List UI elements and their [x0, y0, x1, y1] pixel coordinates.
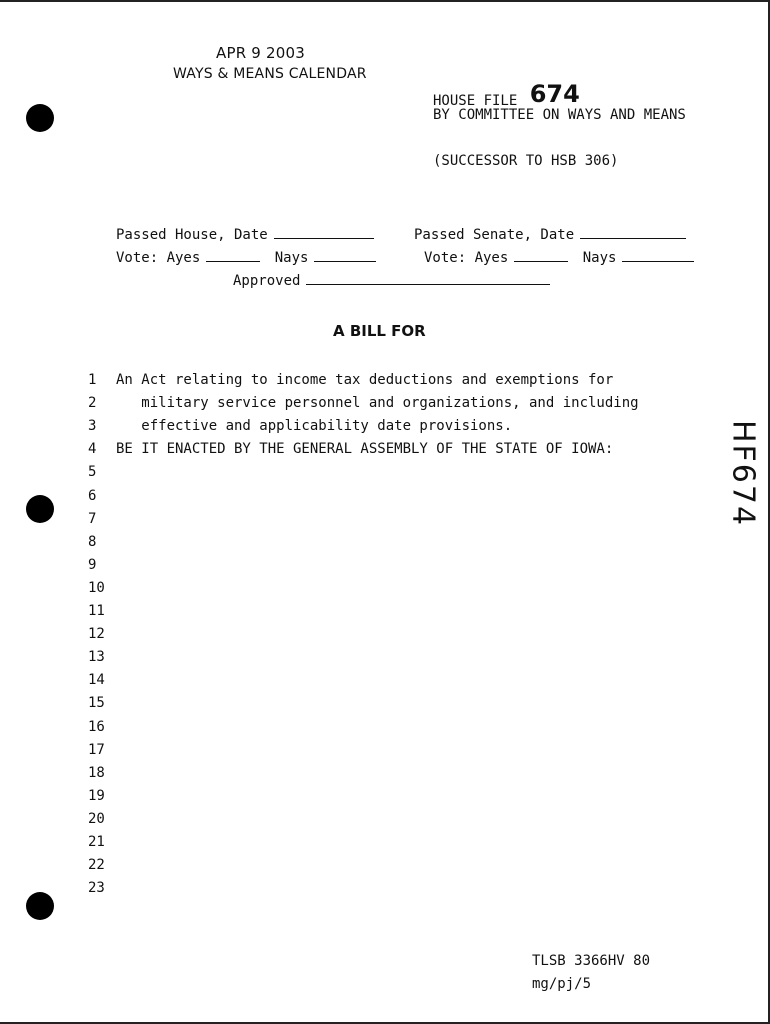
- line-text: An Act relating to income tax deductions and exemptions for: [116, 372, 614, 388]
- line-number: 16: [88, 719, 105, 735]
- passed-senate-label: Passed Senate, Date: [414, 227, 575, 243]
- line-number: 4: [88, 441, 97, 457]
- by-committee: BY COMMITTEE ON WAYS AND MEANS: [433, 107, 686, 123]
- line-text: military service personnel and organizations, and including: [116, 395, 639, 411]
- line-number: 13: [88, 649, 105, 665]
- house-vote-label: Vote: Ayes: [116, 250, 201, 266]
- punch-hole-bottom: [26, 892, 54, 920]
- line-number: 6: [88, 488, 97, 504]
- line-number: 18: [88, 765, 105, 781]
- house-file-label: HOUSE FILE: [433, 93, 518, 109]
- line-text: effective and applicability date provisions.: [116, 418, 513, 434]
- house-vote-row: [116, 247, 376, 266]
- line-number: 22: [88, 857, 105, 873]
- passed-house-date-blank[interactable]: [274, 224, 374, 239]
- line-number: 10: [88, 580, 105, 596]
- page-border-top: [0, 0, 770, 2]
- senate-ayes-blank[interactable]: [514, 247, 568, 262]
- line-number: 14: [88, 672, 105, 688]
- house-ayes-blank[interactable]: [206, 247, 260, 262]
- punch-hole-top: [26, 104, 54, 132]
- footer-code: TLSB 3366HV 80: [532, 953, 651, 969]
- line-number: 20: [88, 811, 105, 827]
- house-nays-label: Nays: [274, 250, 309, 266]
- passed-house-label: Passed House, Date: [116, 227, 268, 243]
- approved-label: Approved: [233, 273, 301, 289]
- line-number: 21: [88, 834, 105, 850]
- line-number: 9: [88, 557, 97, 573]
- calendar-stamp: WAYS & MEANS CALENDAR: [173, 66, 367, 82]
- line-text: BE IT ENACTED BY THE GENERAL ASSEMBLY OF THE STATE OF IOWA:: [116, 441, 614, 457]
- footer-initials: mg/pj/5: [532, 976, 592, 992]
- line-number: 2: [88, 395, 97, 411]
- line-number: 8: [88, 534, 97, 550]
- senate-nays-blank[interactable]: [622, 247, 694, 262]
- punch-hole-middle: [26, 495, 54, 523]
- line-number: 15: [88, 695, 105, 711]
- passed-senate-date-blank[interactable]: [580, 224, 686, 239]
- house-nays-blank[interactable]: [314, 247, 376, 262]
- senate-vote-row: [424, 247, 694, 266]
- house-file-number: 674: [529, 80, 580, 108]
- line-number: 5: [88, 464, 97, 480]
- bill-title: A BILL FOR: [333, 322, 426, 340]
- line-number: 17: [88, 742, 105, 758]
- passed-senate-row: [414, 224, 686, 243]
- line-number: 19: [88, 788, 105, 804]
- line-number: 3: [88, 418, 97, 434]
- line-number: 12: [88, 626, 105, 642]
- approved-blank[interactable]: [306, 270, 550, 285]
- line-number: 23: [88, 880, 105, 896]
- senate-nays-label: Nays: [582, 250, 617, 266]
- passed-house-row: [116, 224, 374, 243]
- successor-line: (SUCCESSOR TO HSB 306): [433, 153, 619, 169]
- line-number: 11: [88, 603, 105, 619]
- line-number: 7: [88, 511, 97, 527]
- senate-vote-label: Vote: Ayes: [424, 250, 509, 266]
- approved-row: [233, 270, 550, 289]
- margin-note-hf674: HF674: [725, 419, 761, 528]
- line-number: 1: [88, 372, 97, 388]
- date-stamp: APR 9 2003: [216, 44, 305, 62]
